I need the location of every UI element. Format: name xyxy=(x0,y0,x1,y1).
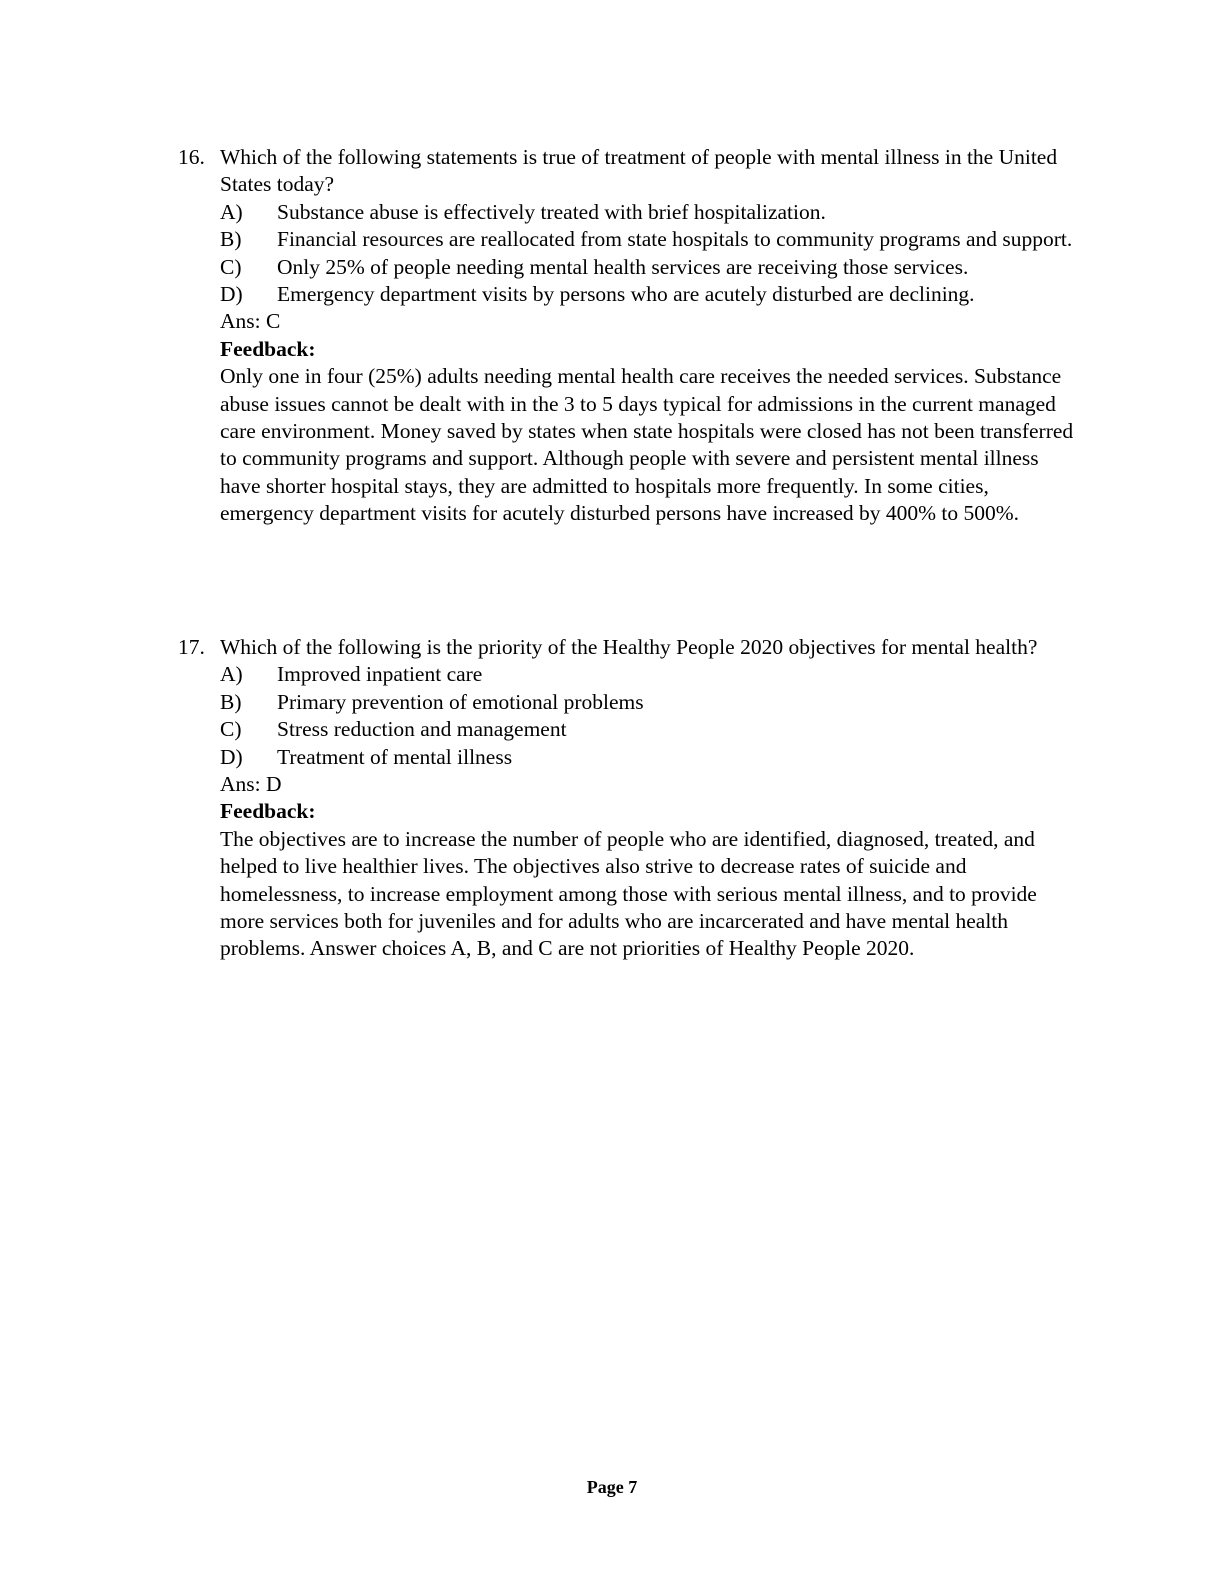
question-stem xyxy=(178,634,1078,661)
question-17 xyxy=(178,634,1078,963)
option-text: Primary prevention of emotional problems xyxy=(277,689,644,714)
option-a xyxy=(220,199,1078,226)
option-text: Only 25% of people needing mental health services are receiving those services. xyxy=(277,254,969,279)
option-letter: B) xyxy=(220,689,242,714)
feedback-text: Only one in four (25%) adults needing mental health care receives the needed services. Substance abuse issues cannot be dealt with in the 3 to 5 days typical for admissions in the current managed care environment. Money saved by states when state hospitals were closed has not been transferred to community programs and support. Although people with severe and persistent mental illness have shorter hospital stays, they are admitted to hospitals more frequently. In some cities, emergency department visits for acutely disturbed persons have increased by 400% to 500%. xyxy=(220,364,1074,526)
feedback-label: Feedback: xyxy=(220,336,316,361)
answer-key: Ans: D xyxy=(220,772,282,797)
question-body xyxy=(220,199,1078,528)
option-text: Stress reduction and management xyxy=(277,717,567,742)
option-text: Emergency department visits by persons who are acutely disturbed are declining. xyxy=(277,282,975,307)
page-number: Page 7 xyxy=(586,1477,638,1497)
option-text: Substance abuse is effectively treated with brief hospitalization. xyxy=(277,199,826,224)
question-number: 16. xyxy=(178,145,205,169)
question-body xyxy=(220,661,1078,962)
question-number: 17. xyxy=(178,635,205,659)
feedback-label: Feedback: xyxy=(220,799,316,824)
option-letter: C) xyxy=(220,717,242,742)
option-letter: D) xyxy=(220,744,243,769)
question-text: Which of the following is the priority of the Healthy People 2020 objectives for mental health? xyxy=(220,635,1038,659)
option-a xyxy=(220,661,1078,688)
option-letter: D) xyxy=(220,282,243,307)
option-b xyxy=(220,226,1078,253)
option-d xyxy=(220,744,1078,771)
option-c xyxy=(220,716,1078,743)
option-letter: A) xyxy=(220,199,243,224)
option-text: Improved inpatient care xyxy=(277,662,483,687)
answer-key: Ans: C xyxy=(220,309,281,334)
question-stem xyxy=(178,144,1078,199)
question-text: Which of the following statements is true of treatment of people with mental illness in the United States today? xyxy=(220,145,1058,197)
option-c xyxy=(220,254,1078,281)
option-b xyxy=(220,689,1078,716)
option-letter: C) xyxy=(220,254,242,279)
option-letter: B) xyxy=(220,227,242,252)
feedback-text: The objectives are to increase the number of people who are identified, diagnosed, treated, and helped to live healthier lives. The objectives also strive to decrease rates of suicide and homelessness, to increase employment among those with serious mental illness, and to provide more services both for juveniles and for adults who are incarcerated and have mental health problems. Answer choices A, B, and C are not priorities of Healthy People 2020. xyxy=(220,826,1037,961)
option-d xyxy=(220,281,1078,308)
question-16 xyxy=(178,144,1078,528)
option-text: Treatment of mental illness xyxy=(277,744,513,769)
option-text: Financial resources are reallocated from state hospitals to community programs and support. xyxy=(277,227,1073,252)
option-letter: A) xyxy=(220,662,243,687)
